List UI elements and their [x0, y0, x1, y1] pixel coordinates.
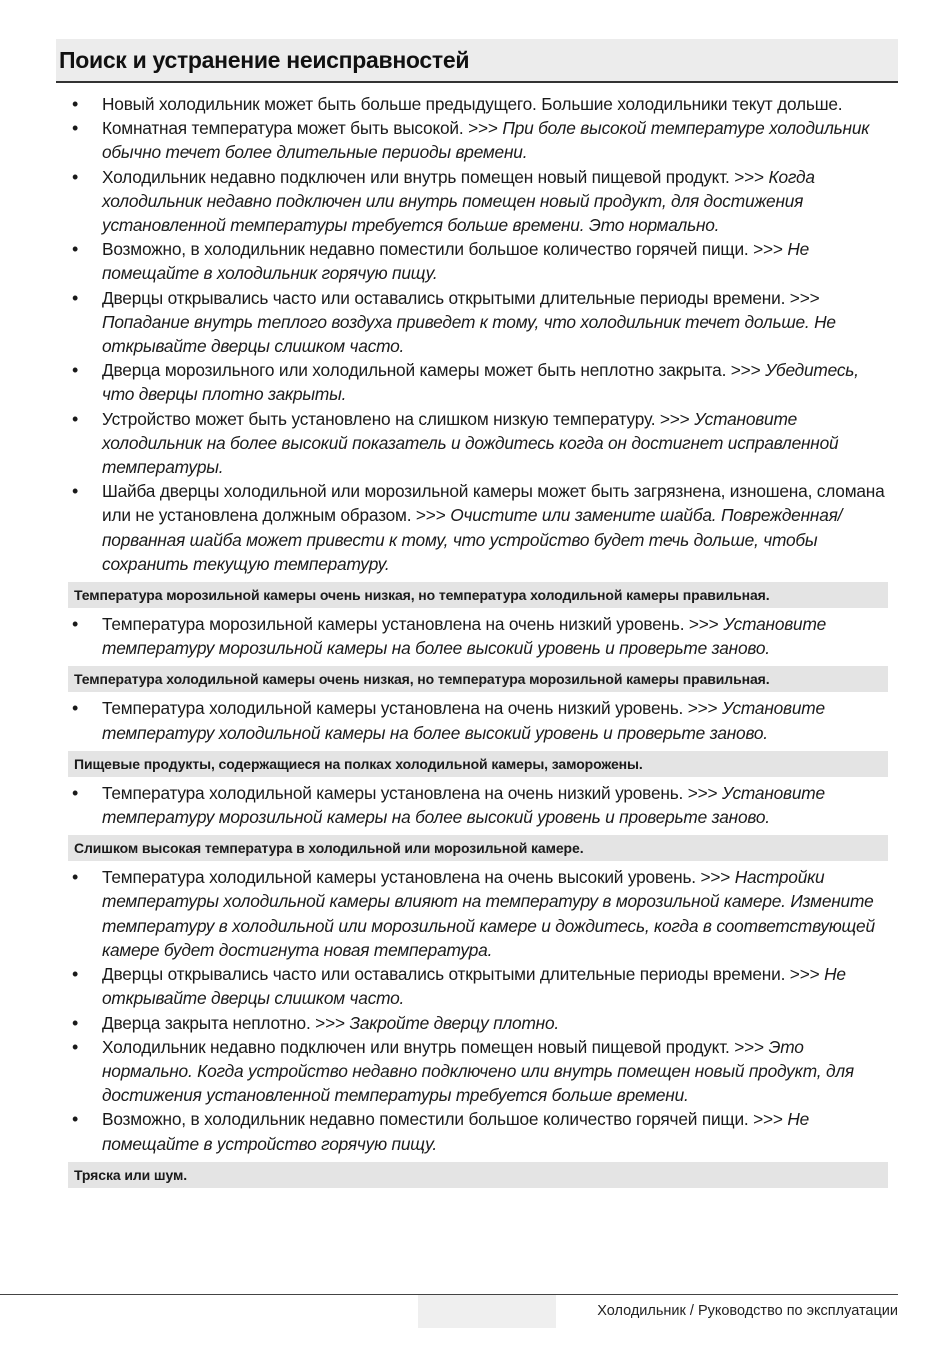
list-item [68, 479, 888, 576]
list-item [68, 1011, 888, 1035]
list-item [68, 407, 888, 480]
item-hint: Установите температуру морозильной камеры на более высокий уровень и проверьте заново. [102, 782, 825, 828]
item-hint: Очистите или замените шайба. Поврежденная/порванная шайба может привести к тому, что устройство будет течь дольше, чтобы сохранить текущую температуру. [102, 505, 843, 574]
section-list [68, 696, 888, 744]
list-item [68, 865, 888, 962]
item-hint: Настройки температуры холодильной камеры влияют на температуру в морозильной камере. Измените температуру в холодильной или морозильной камере и дождитесь, когда в соответствующей камере будет достигнута новая температура. [102, 867, 875, 960]
item-text: Температура холодильной камеры установлена на очень высокий уровень. >>> [102, 867, 735, 888]
item-text: Холодильник недавно подключен или внутрь помещен новый пищевой продукт. >>> [102, 1036, 769, 1057]
item-text: Устройство может быть установлено на слишком низкую температуру. >>> [102, 408, 695, 429]
footer-text: Холодильник / Руководство по эксплуатации [597, 1303, 898, 1319]
list-item [68, 962, 888, 1010]
item-text: Возможно, в холодильник недавно поместили большое количество горячей пищи. >>> [102, 239, 788, 260]
list-item [68, 612, 888, 660]
page-title: Поиск и устранение неисправностей [59, 47, 470, 73]
item-hint: Не открывайте дверцы слишком часто. [102, 964, 846, 1009]
item-text: Температура холодильной камеры установлена на очень низкий уровень. >>> [102, 782, 723, 803]
item-text: Дверцы открывались часто или оставались открытыми длительные периоды времени. >>> [102, 964, 825, 985]
item-text: Дверца морозильного или холодильной камеры может быть неплотно закрыта. >>> [102, 360, 766, 381]
list-item [68, 358, 888, 406]
item-text: Шайба дверцы холодильной или морозильной камеры может быть загрязнена, изношена, сломана или не установлена должным образом. >>> [102, 481, 885, 526]
section-heading: Температура морозильной камеры очень низкая, но температура холодильной камеры правильная. [68, 582, 888, 608]
list-item [68, 1035, 888, 1108]
list-item [68, 116, 888, 164]
item-text: Температура морозильной камеры установлена на очень низкий уровень. >>> [102, 614, 724, 635]
page-number-box [418, 1295, 556, 1328]
item-hint: Закройте дверцу плотно. [349, 1012, 559, 1033]
list-item [68, 781, 888, 829]
item-text: Дверцы открывались часто или оставались открытыми длительные периоды времени. >>> [102, 287, 820, 308]
item-hint: Установите холодильник на более высокий показатель и дождитесь когда он достигнет исправленной температуры. [102, 408, 839, 478]
section-heading: Температура холодильной камеры очень низкая, но температура морозильной камеры правильная. [68, 666, 888, 692]
sections [68, 582, 888, 1188]
item-text: Новый холодильник может быть больше предыдущего. Большие холодильники текут дольше. [102, 94, 843, 114]
item-hint: Не помещайте в устройство горячую пищу. [102, 1109, 810, 1154]
list-item [68, 237, 888, 285]
item-hint: Установите температуру холодильной камеры на более высокий уровень и проверьте заново. [102, 698, 825, 743]
item-hint: При боле высокой температуре холодильник обычно течет более длительные периоды времени. [102, 118, 870, 163]
list-item [68, 286, 888, 359]
section-heading: Слишком высокая температура в холодильной или морозильной камере. [68, 835, 888, 861]
intro-list [68, 92, 888, 576]
item-text: Возможно, в холодильник недавно поместили большое количество горячей пищи. >>> [102, 1109, 788, 1130]
item-text: Температура холодильной камеры установлена на очень низкий уровень. >>> [102, 698, 723, 719]
section-list [68, 781, 888, 829]
item-text: Холодильник недавно подключен или внутрь помещен новый пищевой продукт. >>> [102, 166, 769, 187]
list-item [68, 165, 888, 238]
section-list [68, 612, 888, 660]
item-hint: Когда холодильник недавно подключен или внутрь помещен новый продукт, для достижения установленной температуры требуется больше времени. Это нормально. [102, 166, 815, 236]
list-item [68, 1107, 888, 1155]
section-heading: Пищевые продукты, содержащиеся на полках холодильной камеры, заморожены. [68, 751, 888, 777]
list-item [68, 696, 888, 744]
item-text: Комнатная температура может быть высокой. >>> [102, 118, 503, 139]
item-hint: Установите температуру морозильной камеры на более высокий уровень и проверьте заново. [102, 614, 827, 659]
item-hint: Попадание внутрь теплого воздуха приведет к тому, что холодильник течет дольше. Не открывайте дверцы слишком часто. [102, 311, 836, 357]
item-hint: Это нормально. Когда устройство недавно подключено или внутрь помещен новый продукт, для достижения установленной температуры требуется больше времени. [102, 1036, 854, 1106]
item-text: Дверца закрыта неплотно. >>> [102, 1012, 350, 1033]
list-item [68, 92, 888, 116]
item-hint: Не помещайте в холодильник горячую пищу. [102, 239, 810, 284]
page-title-bar [56, 39, 898, 83]
troubleshooting-content [68, 92, 888, 1192]
section-heading: Тряска или шум. [68, 1162, 888, 1188]
item-hint: Убедитесь, что дверцы плотно закрыты. [102, 360, 859, 405]
section-list [68, 865, 888, 1155]
